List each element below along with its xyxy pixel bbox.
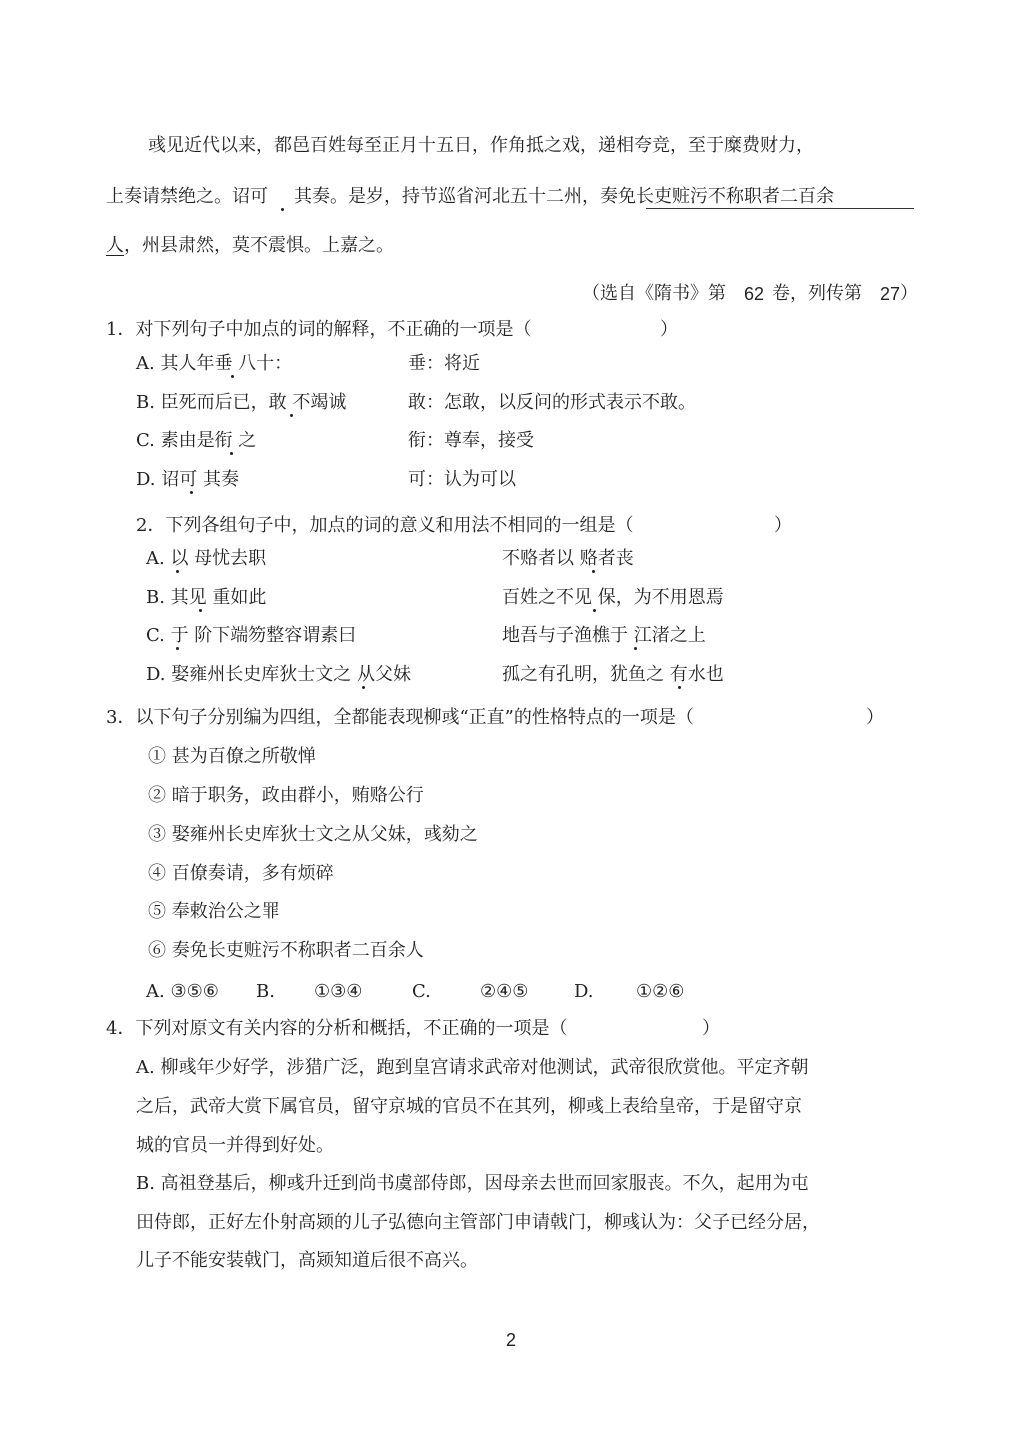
emphasis-dot <box>230 452 233 455</box>
emphasis-dot <box>176 647 179 650</box>
emphasis-dot <box>678 686 681 689</box>
passage-line-2a: 上奏请禁绝之。诏可 <box>106 186 268 207</box>
q3-answer-b-label: B. <box>256 981 275 1002</box>
q3-item-3: ③ 娶雍州长史库狄士文之从父妹，彧劾之 <box>148 824 478 845</box>
emphasis-dot <box>362 686 365 689</box>
q1-option-a: A. 其人年垂 八十： <box>136 353 293 374</box>
q4-option-a-line-2: 之后，武帝大赏下属官员，留守京城的官员不在其列，柳彧上表给皇帝，于是留守京 <box>136 1096 802 1117</box>
q2-option-c-left: C. 于 阶下端笏整容谓素曰 <box>146 625 357 646</box>
source-mid: 卷，列传第 <box>772 283 862 304</box>
q1-option-c: C. 素由是衔 之 <box>136 430 257 451</box>
emphasis-dot <box>199 609 202 612</box>
emphasis-dot <box>634 647 637 650</box>
underline-mark <box>646 208 914 209</box>
q1-option-b: B. 臣死而后已，敢 不竭诚 <box>136 392 347 413</box>
q2-option-c-right: 地吾与子渔樵于 江渚之上 <box>502 625 706 646</box>
q2-option-d-right: 孤之有孔明，犹鱼之 有水也 <box>502 664 724 685</box>
source-suffix: ） <box>900 283 918 304</box>
q3-answer-c: ②④⑤ <box>480 981 529 1002</box>
q4-option-a-line-3: 城的官员一并得到好处。 <box>136 1135 334 1156</box>
q3-item-2: ② 暗于职务，政由群小，贿赂公行 <box>148 785 424 806</box>
q3-item-5: ⑤ 奉敕治公之罪 <box>148 901 280 922</box>
q1-option-d: D. 诏可 其奏 <box>136 469 239 490</box>
passage-line-2b: 其奏。是岁，持节巡省河北五十二州，奏免长吏赃污不称职者二百余 <box>294 186 834 207</box>
page-number: 2 <box>506 1330 517 1350</box>
q3-close: ） <box>866 707 884 728</box>
passage-line-3a: 人 <box>106 235 124 256</box>
emphasis-dot <box>176 570 179 573</box>
q4-option-a-line-1: A. 柳彧年少好学，涉猎广泛，跑到皇宫请求武帝对他测试，武帝很欣赏他。平定齐朝 <box>136 1057 809 1078</box>
q4-stem: 4．下列对原文有关内容的分析和概括，不正确的一项是（ <box>106 1018 568 1039</box>
q1-stem: 1．对下列句子中加点的词的解释，不正确的一项是（ <box>106 319 532 340</box>
source-chapter: 27 <box>880 284 901 304</box>
q3-item-1: ① 甚为百僚之所敬惮 <box>148 746 316 767</box>
q1-option-c-note: 衔：尊奉，接受 <box>408 430 534 451</box>
q4-option-b-line-1: B. 高祖登基后，柳彧升迁到尚书虞部侍郎，因母亲去世而回家服丧。不久，起用为屯 <box>136 1173 809 1194</box>
q3-answer-d: ①②⑥ <box>636 981 685 1002</box>
q4-option-b-line-3: 儿子不能安装戟门，高颎知道后很不高兴。 <box>136 1250 478 1271</box>
q3-answer-a: A. ③⑤⑥ <box>146 981 219 1002</box>
q3-item-6: ⑥ 奏免长吏赃污不称职者二百余人 <box>148 940 424 961</box>
q4-close: ） <box>702 1018 720 1039</box>
q3-answer-b: ①③④ <box>314 981 363 1002</box>
emphasis-dot <box>190 491 193 494</box>
source-volume: 62 <box>744 284 765 304</box>
q3-answer-d-label: D. <box>574 981 594 1002</box>
q1-option-a-note: 垂：将近 <box>408 353 480 374</box>
emphasis-dot <box>281 208 284 211</box>
q3-stem: 3．以下句子分别编为四组，全都能表现柳彧“正直”的性格特点的一项是（ <box>106 707 694 728</box>
q3-answer-c-label: C. <box>412 981 431 1002</box>
q1-option-d-note: 可：认为可以 <box>408 469 516 490</box>
passage-line-3b: ，州县肃然，莫不震惧。上嘉之。 <box>124 235 394 256</box>
q3-item-4: ④ 百僚奏请，多有烦碎 <box>148 863 334 884</box>
q4-option-b-line-2: 田侍郎，正好左仆射高颎的儿子弘德向主管部门申请戟门，柳彧认为：父子已经分居， <box>136 1212 820 1233</box>
q2-option-b-left: B. 其见 重如此 <box>146 587 267 608</box>
emphasis-dot <box>290 414 293 417</box>
q2-option-a-right: 不赂者以 赂者丧 <box>502 548 634 569</box>
q2-option-a-left: A. 以 母忧去职 <box>146 548 267 569</box>
q1-close: ） <box>660 319 678 340</box>
emphasis-dot <box>593 609 596 612</box>
emphasis-dot <box>592 570 595 573</box>
source-prefix: （选自《隋书》第 <box>582 283 726 304</box>
q2-stem: 2．下列各组句子中，加点的词的意义和用法不相同的一组是（ <box>136 515 634 536</box>
q2-close: ） <box>774 515 792 536</box>
q1-option-b-note: 敢：怎敢，以反问的形式表示不敢。 <box>408 392 696 413</box>
emphasis-dot <box>231 375 234 378</box>
passage-line-1: 彧见近代以来，都邑百姓每至正月十五日，作角抵之戏，递相夸竞，至于糜费财力， <box>148 135 814 156</box>
q2-option-b-right: 百姓之不见 保，为不用恩焉 <box>502 587 724 608</box>
q2-option-d-left: D. 娶雍州长史库狄士文之 从父妹 <box>146 664 411 685</box>
